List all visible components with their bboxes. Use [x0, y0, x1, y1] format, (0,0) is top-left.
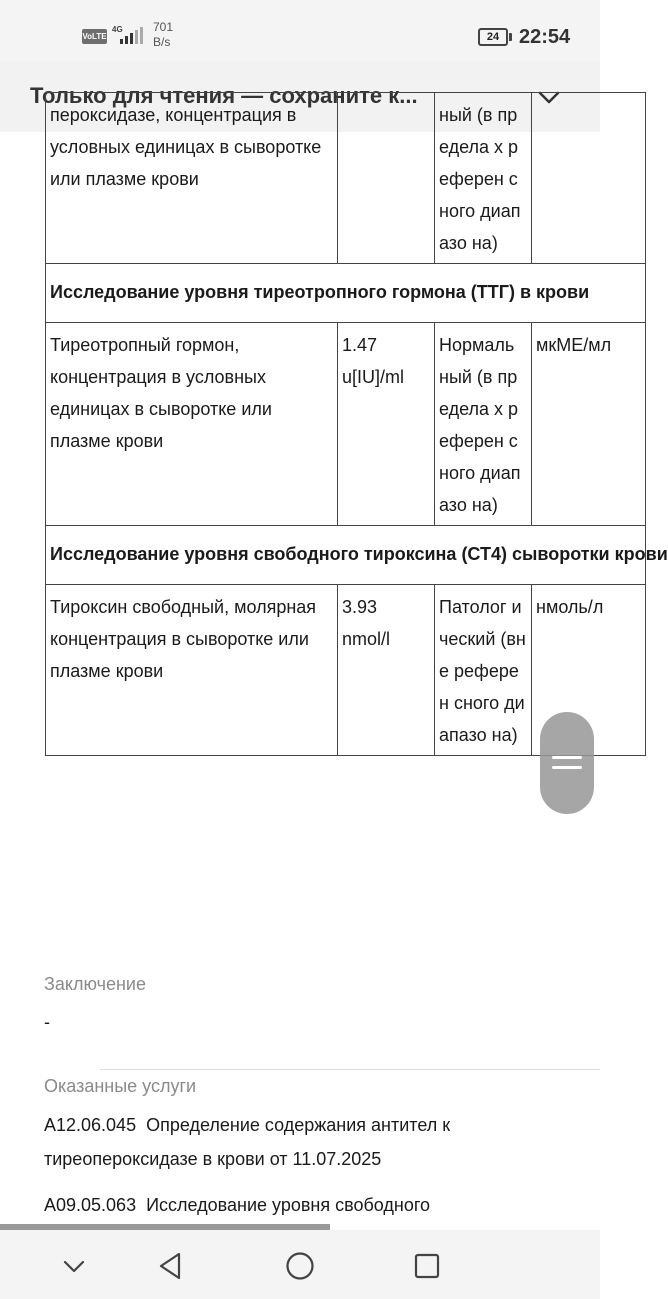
home-circle-icon[interactable] — [284, 1250, 316, 1282]
test-name-cell: Тиреотропный гормон, концентрация в условных единицах в сыворотке или плазме крови — [46, 323, 338, 526]
battery-tip — [509, 33, 512, 41]
services-label: Оказанные услуги — [44, 1076, 197, 1096]
test-name-cell: пероксидазе, концентрация в условных единицах в сыворотке или плазме крови — [46, 93, 338, 264]
clock: 22:54 — [519, 26, 571, 48]
navigation-bar — [0, 1230, 600, 1299]
network-type: 4G — [112, 25, 123, 34]
unit-cell: мкМЕ/мл — [532, 323, 646, 526]
conclusion-label: Заключение — [44, 974, 146, 994]
unit-cell: нмоль/л — [532, 585, 646, 756]
battery-icon: 24 — [478, 28, 508, 46]
section-title: Исследование уровня свободного тироксина (СТ4) сыворотки крови — [46, 526, 646, 585]
conclusion-value: - — [44, 1012, 50, 1032]
results-table — [45, 92, 668, 756]
document-view[interactable] — [0, 105, 668, 1230]
signal-strength-icon — [120, 26, 144, 44]
network-speed-unit: B/s — [153, 35, 171, 49]
service-item: A09.05.063 Исследование уровня свободного — [44, 1195, 431, 1215]
unit-cell — [532, 93, 646, 264]
recents-square-icon[interactable] — [411, 1250, 443, 1282]
value-cell: 1.47 u[IU]/ml — [338, 323, 435, 526]
document-title: Только для чтения — сохраните к... — [30, 83, 418, 108]
fast-scroll-handle[interactable] — [540, 712, 594, 814]
table-row — [46, 323, 646, 526]
status-cell: ный (в предела х референ сного диапазо на) — [435, 93, 532, 264]
nav-collapse-icon[interactable] — [58, 1250, 90, 1282]
value-cell: 3.93 nmol/l — [338, 585, 435, 756]
section-header-row — [46, 526, 646, 585]
status-cell: Патолог ический (вне референ сного диапазо на) — [435, 585, 532, 756]
status-bar — [0, 0, 600, 62]
value-cell — [338, 93, 435, 264]
network-speed — [153, 20, 173, 50]
service-item: A12.06.045 Определение содержания антител к тиреопероксидазе в крови от 11.07.2025 — [44, 1115, 456, 1169]
section-header-row — [46, 264, 646, 323]
volte-badge: VoLTE — [82, 29, 107, 44]
status-cell: Нормаль ный (в предела х референ сного диапазо на) — [435, 323, 532, 526]
section-title: Исследование уровня тиреотропного гормона (ТТГ) в крови — [46, 264, 646, 323]
network-speed-value: 701 — [153, 20, 174, 34]
back-triangle-icon[interactable] — [155, 1250, 187, 1282]
table-row — [46, 93, 646, 264]
test-name-cell: Тироксин свободный, молярная концентрация в сыворотке или плазме крови — [46, 585, 338, 756]
divider — [100, 1069, 600, 1070]
